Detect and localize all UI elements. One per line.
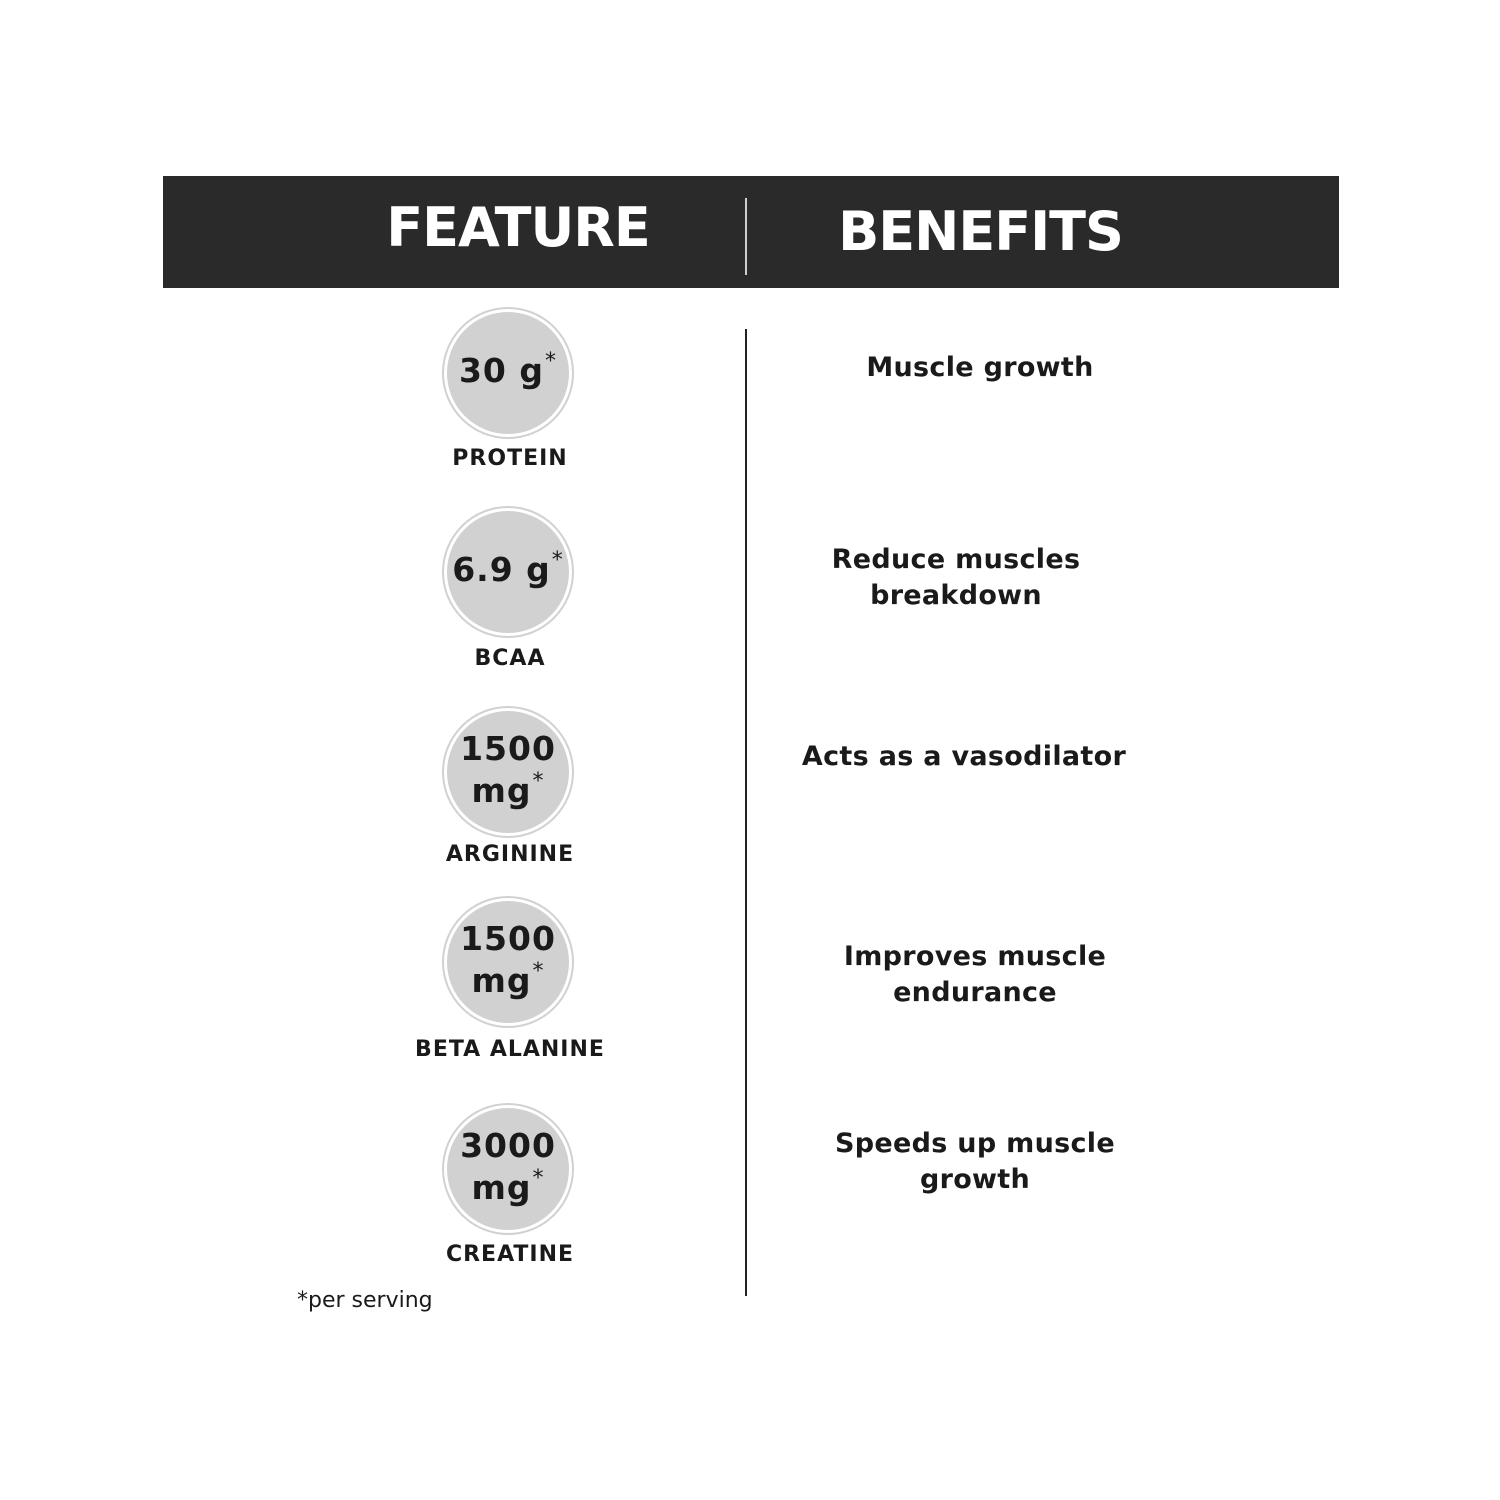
amount-badge (444, 708, 572, 836)
amount-badge (444, 508, 572, 636)
benefit-text: Reduce muscles breakdown (831, 544, 1081, 611)
benefit-text: Improves muscle endurance (843, 941, 1107, 1008)
amount-value: 6.9 g* (452, 547, 564, 589)
column-divider (745, 329, 747, 1296)
feature-label: BETA ALANINE (415, 1037, 605, 1062)
amount-value: 30 g* (458, 348, 558, 390)
amount-badge (444, 898, 572, 1026)
benefit-text: Speeds up muscle growth (835, 1128, 1115, 1195)
feature-column-title: FEATURE (386, 196, 650, 259)
amount-badge (444, 309, 572, 437)
feature-label: BCAA (474, 646, 546, 671)
header-divider (745, 198, 747, 275)
feature-label: CREATINE (445, 1242, 575, 1267)
benefit-text: Muscle growth (866, 352, 1094, 383)
feature-label: ARGININE (445, 842, 575, 867)
benefits-column-title: BENEFITS (838, 200, 1123, 263)
amount-value: 1500 (460, 728, 556, 768)
amount-value: 3000 (460, 1125, 556, 1165)
feature-label: PROTEIN (452, 446, 568, 471)
amount-unit: mg* (471, 768, 545, 810)
amount-value: 1500 (460, 918, 556, 958)
amount-unit: mg* (471, 958, 545, 1000)
amount-unit: mg* (471, 1165, 545, 1207)
benefit-text: Acts as a vasodilator (801, 741, 1127, 772)
amount-badge (444, 1105, 572, 1233)
footnote: *per serving (297, 1288, 433, 1313)
header-bar (163, 176, 1339, 288)
